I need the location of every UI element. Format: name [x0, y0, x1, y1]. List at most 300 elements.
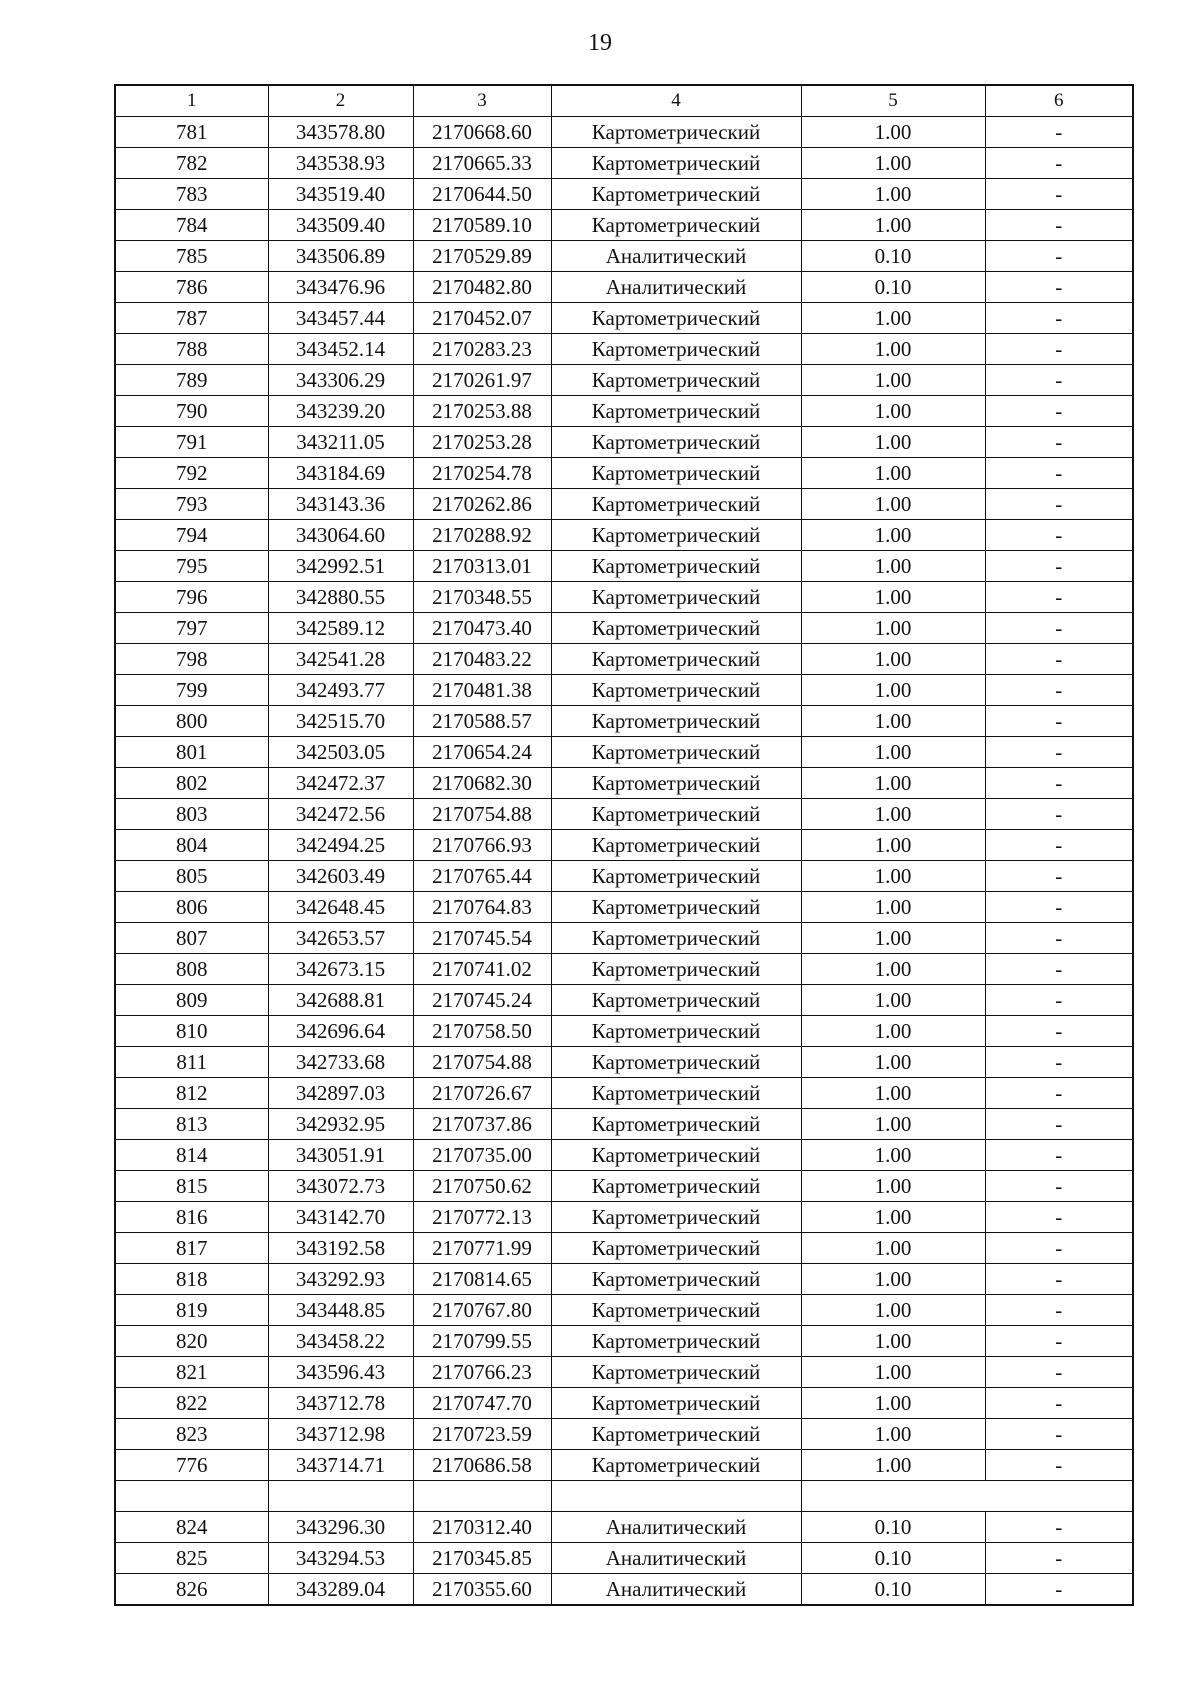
point-number-cell: 802 [115, 768, 268, 799]
table-row [115, 1357, 1133, 1388]
note-cell: - [985, 241, 1133, 272]
point-number-cell: 797 [115, 613, 268, 644]
method-cell: Картометрический [551, 1233, 801, 1264]
x-coordinate-cell: 342932.95 [268, 1109, 413, 1140]
point-number-cell: 823 [115, 1419, 268, 1450]
point-number-cell: 796 [115, 582, 268, 613]
table-row [115, 1419, 1133, 1450]
y-coordinate-cell: 2170750.62 [413, 1171, 551, 1202]
accuracy-cell: 0.10 [801, 1574, 985, 1606]
x-coordinate-cell: 343519.40 [268, 179, 413, 210]
y-coordinate-cell: 2170473.40 [413, 613, 551, 644]
table-row [115, 303, 1133, 334]
table-row [115, 1109, 1133, 1140]
note-cell: - [985, 861, 1133, 892]
note-cell: - [985, 458, 1133, 489]
header-cell-col-1: 1 [115, 85, 268, 117]
point-number-cell: 809 [115, 985, 268, 1016]
table-row [115, 1264, 1133, 1295]
point-number-cell: 791 [115, 427, 268, 458]
y-coordinate-cell: 2170771.99 [413, 1233, 551, 1264]
accuracy-cell: 1.00 [801, 1078, 985, 1109]
method-cell: Картометрический [551, 210, 801, 241]
note-cell: - [985, 1543, 1133, 1574]
note-cell: - [985, 1450, 1133, 1481]
method-cell: Картометрический [551, 582, 801, 613]
y-coordinate-cell: 2170747.70 [413, 1388, 551, 1419]
y-coordinate-cell: 2170814.65 [413, 1264, 551, 1295]
table-row [115, 1512, 1133, 1543]
accuracy-cell: 0.10 [801, 241, 985, 272]
point-number-cell: 801 [115, 737, 268, 768]
note-cell: - [985, 1233, 1133, 1264]
x-coordinate-cell: 342503.05 [268, 737, 413, 768]
y-coordinate-cell: 2170262.86 [413, 489, 551, 520]
point-number-cell: 784 [115, 210, 268, 241]
method-cell: Картометрический [551, 1295, 801, 1326]
note-cell: - [985, 1574, 1133, 1606]
note-cell: - [985, 675, 1133, 706]
x-coordinate-cell: 343143.36 [268, 489, 413, 520]
accuracy-cell: 1.00 [801, 1419, 985, 1450]
accuracy-cell: 1.00 [801, 1264, 985, 1295]
method-cell: Картометрический [551, 1264, 801, 1295]
y-coordinate-cell: 2170529.89 [413, 241, 551, 272]
y-coordinate-cell: 2170312.40 [413, 1512, 551, 1543]
table-row [115, 706, 1133, 737]
x-coordinate-cell: 343452.14 [268, 334, 413, 365]
point-number-cell: 785 [115, 241, 268, 272]
y-coordinate-cell: 2170253.88 [413, 396, 551, 427]
x-coordinate-cell: 342688.81 [268, 985, 413, 1016]
y-coordinate-cell: 2170735.00 [413, 1140, 551, 1171]
note-cell: - [985, 1171, 1133, 1202]
method-cell: Картометрический [551, 675, 801, 706]
y-coordinate-cell: 2170481.38 [413, 675, 551, 706]
method-cell: Картометрический [551, 644, 801, 675]
y-coordinate-cell: 2170799.55 [413, 1326, 551, 1357]
table-row [115, 923, 1133, 954]
accuracy-cell: 1.00 [801, 923, 985, 954]
point-number-cell: 788 [115, 334, 268, 365]
y-coordinate-cell: 2170253.28 [413, 427, 551, 458]
x-coordinate-cell: 343192.58 [268, 1233, 413, 1264]
y-coordinate-cell: 2170686.58 [413, 1450, 551, 1481]
point-number-cell: 794 [115, 520, 268, 551]
x-coordinate-cell: 343072.73 [268, 1171, 413, 1202]
note-cell: - [985, 1047, 1133, 1078]
point-number-cell: 818 [115, 1264, 268, 1295]
y-coordinate-cell: 2170668.60 [413, 117, 551, 148]
header-cell-col-3: 3 [413, 85, 551, 117]
point-number-cell: 815 [115, 1171, 268, 1202]
y-coordinate-cell: 2170288.92 [413, 520, 551, 551]
method-cell: Картометрический [551, 892, 801, 923]
table-row [115, 148, 1133, 179]
method-cell: Картометрический [551, 1326, 801, 1357]
method-cell: Картометрический [551, 303, 801, 334]
x-coordinate-cell: 342897.03 [268, 1078, 413, 1109]
accuracy-cell: 1.00 [801, 985, 985, 1016]
y-coordinate-cell: 2170745.24 [413, 985, 551, 1016]
note-cell: - [985, 210, 1133, 241]
point-number-cell: 817 [115, 1233, 268, 1264]
accuracy-cell: 1.00 [801, 1450, 985, 1481]
x-coordinate-cell: 342589.12 [268, 613, 413, 644]
table-row [115, 272, 1133, 303]
point-number-cell: 793 [115, 489, 268, 520]
point-number-cell: 776 [115, 1450, 268, 1481]
table-body [115, 85, 1133, 1605]
x-coordinate-cell: 342494.25 [268, 830, 413, 861]
accuracy-cell: 1.00 [801, 1109, 985, 1140]
note-cell: - [985, 427, 1133, 458]
point-number-cell: 782 [115, 148, 268, 179]
y-coordinate-cell: 2170765.44 [413, 861, 551, 892]
table-row [115, 892, 1133, 923]
table-row [115, 737, 1133, 768]
note-cell: - [985, 954, 1133, 985]
point-number-cell: 783 [115, 179, 268, 210]
table-row [115, 396, 1133, 427]
header-cell-col-6: 6 [985, 85, 1133, 117]
x-coordinate-cell: 342515.70 [268, 706, 413, 737]
table-row [115, 1078, 1133, 1109]
method-cell: Картометрический [551, 334, 801, 365]
table-row [115, 1295, 1133, 1326]
y-coordinate-cell: 2170754.88 [413, 799, 551, 830]
table-row [115, 1543, 1133, 1574]
accuracy-cell: 1.00 [801, 1357, 985, 1388]
accuracy-cell: 1.00 [801, 210, 985, 241]
x-coordinate-cell: 342493.77 [268, 675, 413, 706]
note-cell: - [985, 1202, 1133, 1233]
accuracy-cell: 1.00 [801, 1388, 985, 1419]
x-coordinate-cell: 342696.64 [268, 1016, 413, 1047]
accuracy-cell: 1.00 [801, 861, 985, 892]
x-coordinate-cell: 343142.70 [268, 1202, 413, 1233]
note-cell: - [985, 1512, 1133, 1543]
x-coordinate-cell: 343476.96 [268, 272, 413, 303]
point-number-cell: 798 [115, 644, 268, 675]
empty-cell [115, 1481, 268, 1512]
header-cell-col-4: 4 [551, 85, 801, 117]
y-coordinate-cell: 2170482.80 [413, 272, 551, 303]
x-coordinate-cell: 342880.55 [268, 582, 413, 613]
x-coordinate-cell: 343184.69 [268, 458, 413, 489]
point-number-cell: 820 [115, 1326, 268, 1357]
y-coordinate-cell: 2170766.93 [413, 830, 551, 861]
note-cell: - [985, 365, 1133, 396]
point-number-cell: 826 [115, 1574, 268, 1606]
table-row [115, 489, 1133, 520]
y-coordinate-cell: 2170772.13 [413, 1202, 551, 1233]
table-row [115, 551, 1133, 582]
accuracy-cell: 1.00 [801, 489, 985, 520]
x-coordinate-cell: 343712.78 [268, 1388, 413, 1419]
y-coordinate-cell: 2170588.57 [413, 706, 551, 737]
note-cell: - [985, 334, 1133, 365]
note-cell: - [985, 768, 1133, 799]
method-cell: Картометрический [551, 396, 801, 427]
y-coordinate-cell: 2170589.10 [413, 210, 551, 241]
table-row [115, 675, 1133, 706]
x-coordinate-cell: 343714.71 [268, 1450, 413, 1481]
x-coordinate-cell: 343294.53 [268, 1543, 413, 1574]
accuracy-cell: 1.00 [801, 737, 985, 768]
table-row [115, 954, 1133, 985]
method-cell: Картометрический [551, 1047, 801, 1078]
point-number-cell: 813 [115, 1109, 268, 1140]
note-cell: - [985, 1078, 1133, 1109]
method-cell: Картометрический [551, 1109, 801, 1140]
note-cell: - [985, 613, 1133, 644]
accuracy-cell: 1.00 [801, 334, 985, 365]
table-row [115, 799, 1133, 830]
table-row [115, 241, 1133, 272]
point-number-cell: 808 [115, 954, 268, 985]
method-cell: Картометрический [551, 954, 801, 985]
header-row [115, 85, 1133, 117]
x-coordinate-cell: 343578.80 [268, 117, 413, 148]
point-number-cell: 787 [115, 303, 268, 334]
note-cell: - [985, 1109, 1133, 1140]
y-coordinate-cell: 2170355.60 [413, 1574, 551, 1606]
accuracy-cell: 1.00 [801, 644, 985, 675]
note-cell: - [985, 489, 1133, 520]
y-coordinate-cell: 2170767.80 [413, 1295, 551, 1326]
y-coordinate-cell: 2170654.24 [413, 737, 551, 768]
point-number-cell: 825 [115, 1543, 268, 1574]
table-row [115, 830, 1133, 861]
accuracy-cell: 1.00 [801, 458, 985, 489]
x-coordinate-cell: 342653.57 [268, 923, 413, 954]
accuracy-cell: 1.00 [801, 954, 985, 985]
accuracy-cell: 1.00 [801, 582, 985, 613]
y-coordinate-cell: 2170758.50 [413, 1016, 551, 1047]
point-number-cell: 812 [115, 1078, 268, 1109]
point-number-cell: 792 [115, 458, 268, 489]
table-row [115, 427, 1133, 458]
method-cell: Картометрический [551, 985, 801, 1016]
method-cell: Картометрический [551, 148, 801, 179]
accuracy-cell: 1.00 [801, 1016, 985, 1047]
method-cell: Картометрический [551, 1140, 801, 1171]
y-coordinate-cell: 2170764.83 [413, 892, 551, 923]
table-row [115, 1140, 1133, 1171]
note-cell: - [985, 117, 1133, 148]
method-cell: Картометрический [551, 1016, 801, 1047]
accuracy-cell: 1.00 [801, 706, 985, 737]
table-row [115, 520, 1133, 551]
accuracy-cell: 1.00 [801, 1202, 985, 1233]
accuracy-cell: 1.00 [801, 148, 985, 179]
accuracy-cell: 1.00 [801, 613, 985, 644]
point-number-cell: 781 [115, 117, 268, 148]
table-row-empty [115, 1481, 1133, 1512]
method-cell: Картометрический [551, 706, 801, 737]
accuracy-cell: 1.00 [801, 117, 985, 148]
x-coordinate-cell: 343239.20 [268, 396, 413, 427]
note-cell: - [985, 644, 1133, 675]
x-coordinate-cell: 343211.05 [268, 427, 413, 458]
point-number-cell: 790 [115, 396, 268, 427]
method-cell: Картометрический [551, 551, 801, 582]
x-coordinate-cell: 342648.45 [268, 892, 413, 923]
point-number-cell: 824 [115, 1512, 268, 1543]
note-cell: - [985, 830, 1133, 861]
table-row [115, 1574, 1133, 1606]
table-row [115, 1047, 1133, 1078]
x-coordinate-cell: 342673.15 [268, 954, 413, 985]
note-cell: - [985, 1264, 1133, 1295]
note-cell: - [985, 1357, 1133, 1388]
header-cell-col-2: 2 [268, 85, 413, 117]
table-row [115, 210, 1133, 241]
method-cell: Аналитический [551, 241, 801, 272]
table-row [115, 1450, 1133, 1481]
method-cell: Картометрический [551, 799, 801, 830]
note-cell: - [985, 1419, 1133, 1450]
x-coordinate-cell: 342472.56 [268, 799, 413, 830]
accuracy-cell: 1.00 [801, 768, 985, 799]
point-number-cell: 821 [115, 1357, 268, 1388]
note-cell: - [985, 272, 1133, 303]
note-cell: - [985, 520, 1133, 551]
point-number-cell: 803 [115, 799, 268, 830]
note-cell: - [985, 582, 1133, 613]
empty-cell [268, 1481, 413, 1512]
x-coordinate-cell: 343051.91 [268, 1140, 413, 1171]
accuracy-cell: 1.00 [801, 179, 985, 210]
table-row [115, 179, 1133, 210]
table-row [115, 613, 1133, 644]
accuracy-cell: 0.10 [801, 272, 985, 303]
accuracy-cell: 1.00 [801, 1047, 985, 1078]
point-number-cell: 786 [115, 272, 268, 303]
y-coordinate-cell: 2170665.33 [413, 148, 551, 179]
method-cell: Картометрический [551, 179, 801, 210]
table-row [115, 644, 1133, 675]
y-coordinate-cell: 2170261.97 [413, 365, 551, 396]
method-cell: Картометрический [551, 737, 801, 768]
table-row [115, 861, 1133, 892]
y-coordinate-cell: 2170754.88 [413, 1047, 551, 1078]
accuracy-cell: 1.00 [801, 1326, 985, 1357]
x-coordinate-cell: 342733.68 [268, 1047, 413, 1078]
y-coordinate-cell: 2170741.02 [413, 954, 551, 985]
method-cell: Картометрический [551, 1202, 801, 1233]
table-row [115, 1202, 1133, 1233]
method-cell: Картометрический [551, 830, 801, 861]
y-coordinate-cell: 2170348.55 [413, 582, 551, 613]
x-coordinate-cell: 342603.49 [268, 861, 413, 892]
x-coordinate-cell: 343289.04 [268, 1574, 413, 1606]
method-cell: Картометрический [551, 1419, 801, 1450]
x-coordinate-cell: 343506.89 [268, 241, 413, 272]
method-cell: Картометрический [551, 861, 801, 892]
point-number-cell: 806 [115, 892, 268, 923]
method-cell: Картометрический [551, 768, 801, 799]
note-cell: - [985, 551, 1133, 582]
point-number-cell: 810 [115, 1016, 268, 1047]
x-coordinate-cell: 343306.29 [268, 365, 413, 396]
note-cell: - [985, 303, 1133, 334]
point-number-cell: 789 [115, 365, 268, 396]
coordinates-table [114, 84, 1134, 1606]
accuracy-cell: 1.00 [801, 675, 985, 706]
table-row [115, 1171, 1133, 1202]
accuracy-cell: 1.00 [801, 551, 985, 582]
accuracy-cell: 1.00 [801, 427, 985, 458]
note-cell: - [985, 1140, 1133, 1171]
y-coordinate-cell: 2170283.23 [413, 334, 551, 365]
table-row [115, 1233, 1133, 1264]
method-cell: Аналитический [551, 1512, 801, 1543]
method-cell: Картометрический [551, 1450, 801, 1481]
empty-cell [551, 1481, 801, 1512]
method-cell: Аналитический [551, 1574, 801, 1606]
note-cell: - [985, 985, 1133, 1016]
x-coordinate-cell: 342992.51 [268, 551, 413, 582]
accuracy-cell: 1.00 [801, 520, 985, 551]
note-cell: - [985, 706, 1133, 737]
table-row [115, 1388, 1133, 1419]
table-row [115, 1016, 1133, 1047]
table-row [115, 458, 1133, 489]
x-coordinate-cell: 342472.37 [268, 768, 413, 799]
point-number-cell: 822 [115, 1388, 268, 1419]
note-cell: - [985, 923, 1133, 954]
accuracy-cell: 0.10 [801, 1543, 985, 1574]
table-row [115, 365, 1133, 396]
method-cell: Аналитический [551, 272, 801, 303]
y-coordinate-cell: 2170313.01 [413, 551, 551, 582]
point-number-cell: 795 [115, 551, 268, 582]
y-coordinate-cell: 2170682.30 [413, 768, 551, 799]
method-cell: Картометрический [551, 1078, 801, 1109]
x-coordinate-cell: 342541.28 [268, 644, 413, 675]
y-coordinate-cell: 2170723.59 [413, 1419, 551, 1450]
note-cell: - [985, 148, 1133, 179]
x-coordinate-cell: 343458.22 [268, 1326, 413, 1357]
table-row [115, 985, 1133, 1016]
table-row [115, 1326, 1133, 1357]
point-number-cell: 807 [115, 923, 268, 954]
point-number-cell: 805 [115, 861, 268, 892]
y-coordinate-cell: 2170737.86 [413, 1109, 551, 1140]
empty-cell [801, 1481, 1133, 1512]
accuracy-cell: 1.00 [801, 892, 985, 923]
x-coordinate-cell: 343712.98 [268, 1419, 413, 1450]
empty-cell [413, 1481, 551, 1512]
method-cell: Картометрический [551, 458, 801, 489]
point-number-cell: 804 [115, 830, 268, 861]
accuracy-cell: 1.00 [801, 303, 985, 334]
method-cell: Картометрический [551, 427, 801, 458]
accuracy-cell: 1.00 [801, 365, 985, 396]
accuracy-cell: 1.00 [801, 1140, 985, 1171]
point-number-cell: 799 [115, 675, 268, 706]
x-coordinate-cell: 343448.85 [268, 1295, 413, 1326]
y-coordinate-cell: 2170745.54 [413, 923, 551, 954]
method-cell: Картометрический [551, 520, 801, 551]
y-coordinate-cell: 2170644.50 [413, 179, 551, 210]
note-cell: - [985, 1295, 1133, 1326]
note-cell: - [985, 892, 1133, 923]
accuracy-cell: 1.00 [801, 799, 985, 830]
method-cell: Картометрический [551, 117, 801, 148]
